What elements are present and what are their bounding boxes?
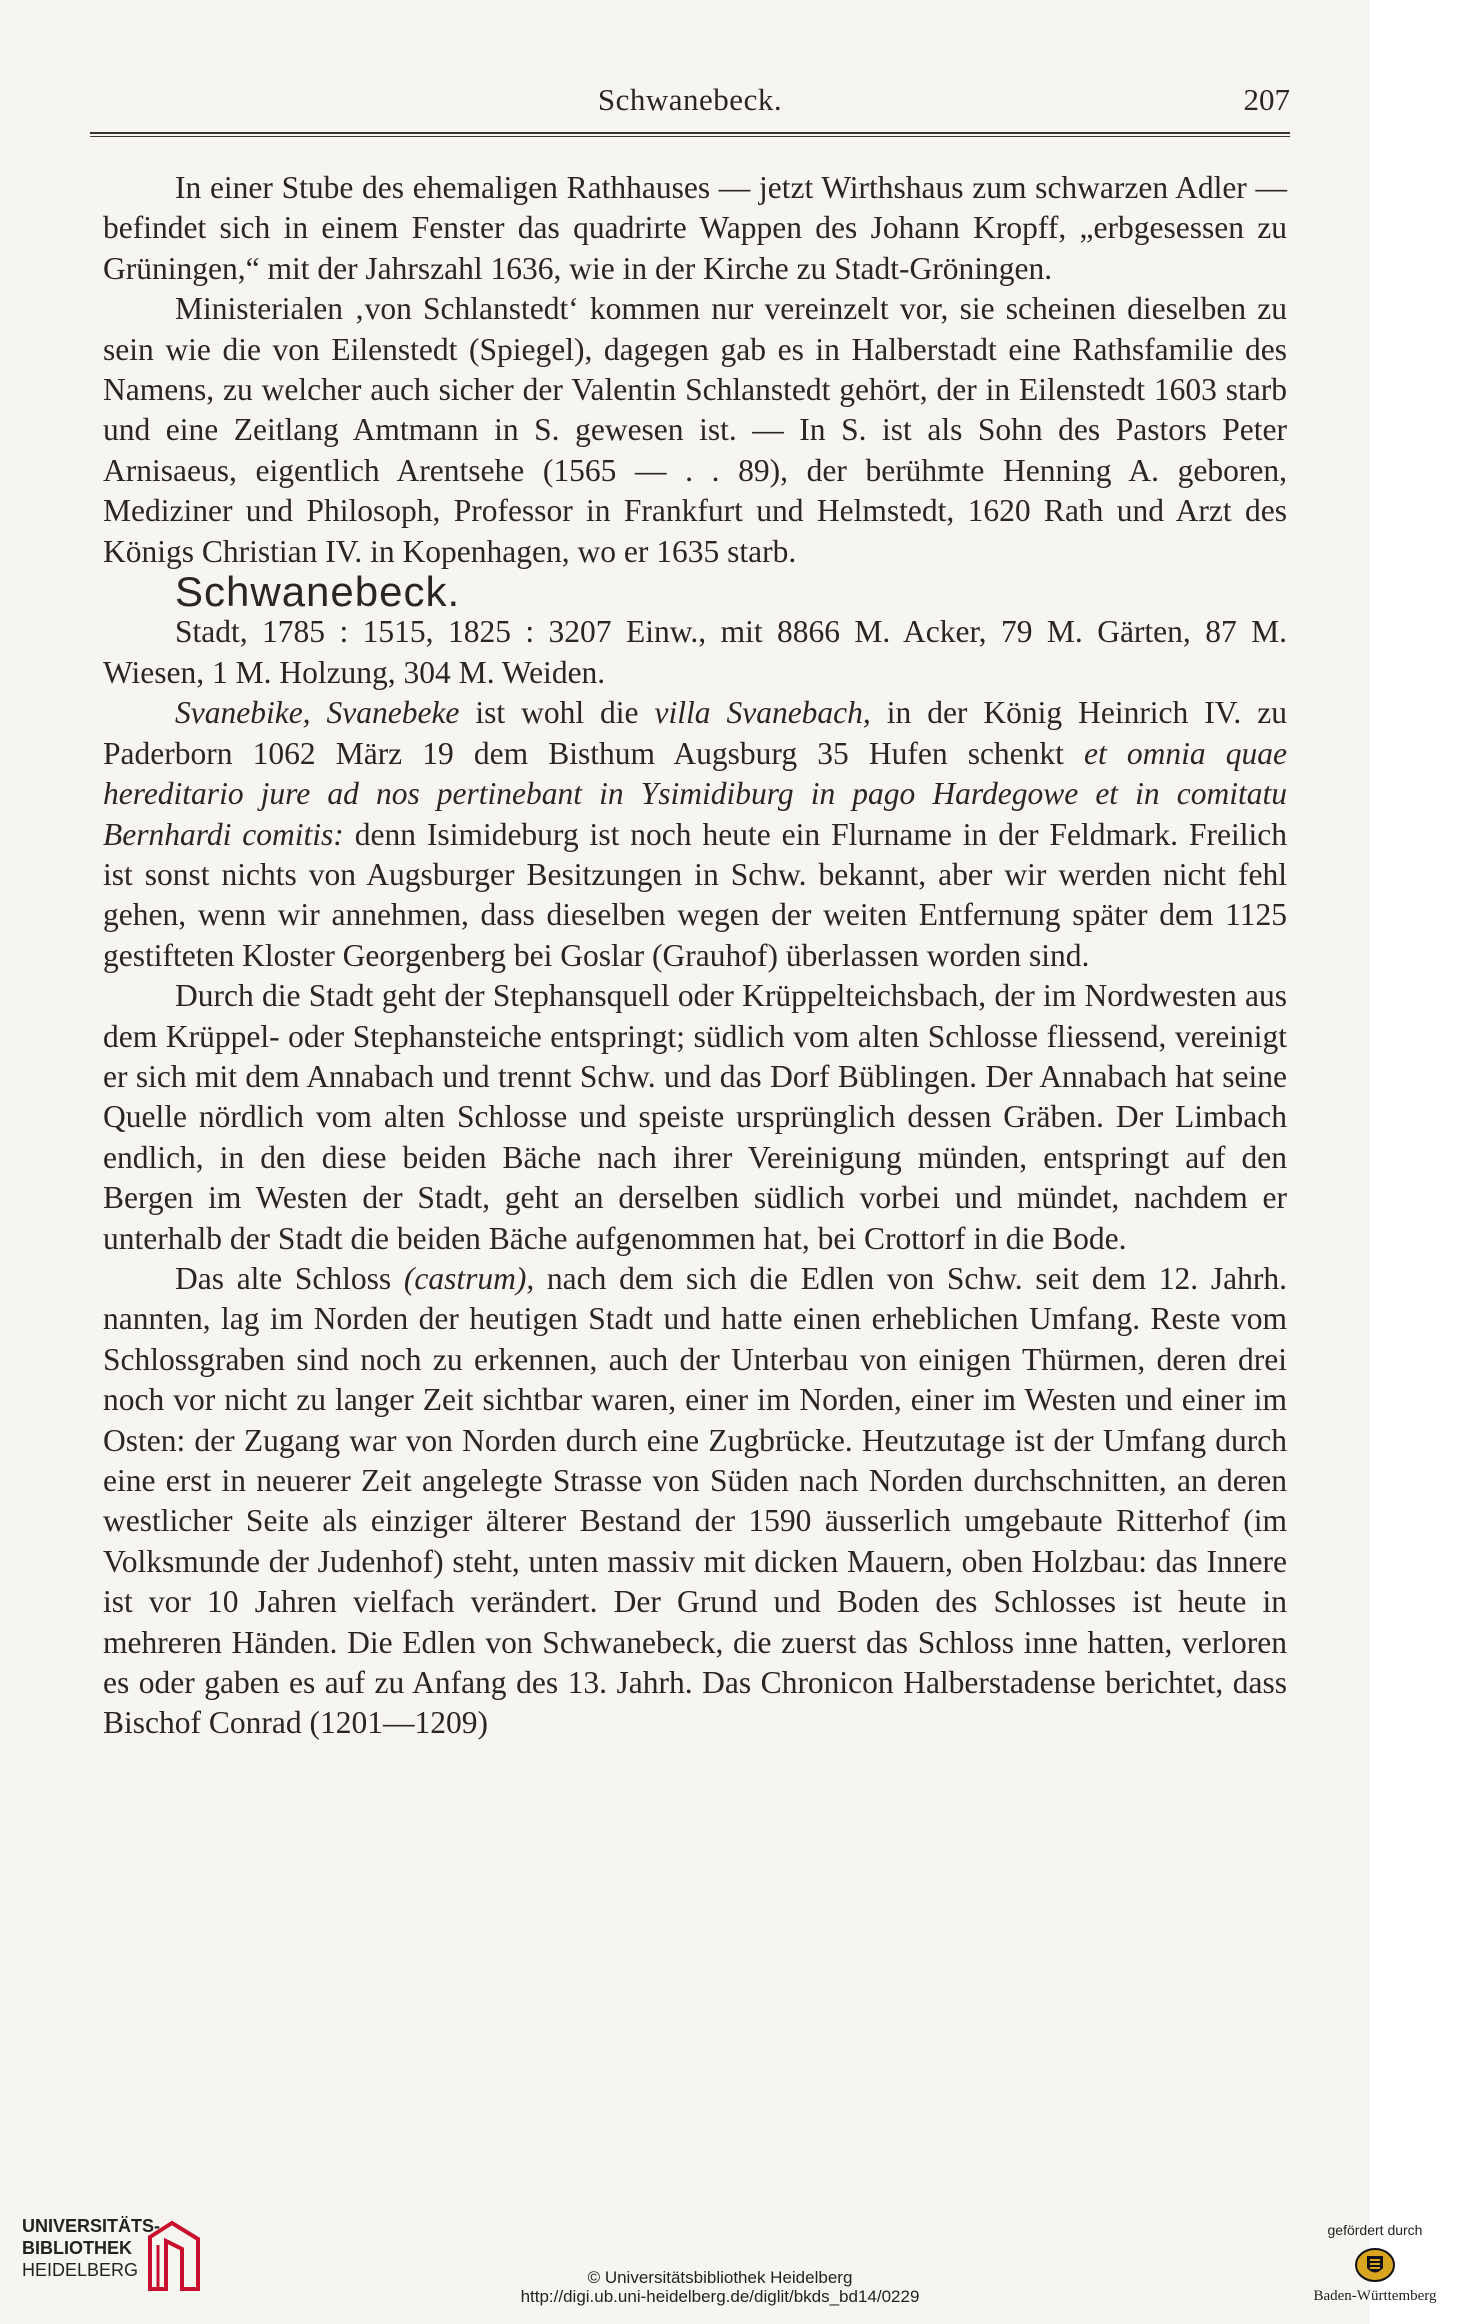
paragraph-stadt-statistics: Stadt, 1785 : 1515, 1825 : 3207 Einw., mit 8866 M. Acker, 79 M. Gärten, 87 M. Wiesen, 1 M. Holzung, 304 M. Weiden. <box>103 614 1287 690</box>
body-text <box>103 168 1287 1744</box>
text-segment: denn Isimideburg ist noch heute ein Flurname in der Feldmark. Freilich ist sonst nichts von Augsburger Besitzungen in Schw. bekannt, aber wir werden nicht fehl gehen, wenn wir annehmen, dass dieselben wegen der weiten Entfernung später dem 1125 gestifteten Kloster Georgenberg bei Goslar (Grauhof) überlassen worden sind. <box>103 816 1287 973</box>
library-name-line1: UNIVERSITÄTS- <box>22 2216 161 2236</box>
italic-latin-quote: et omnia quae hereditario jure ad nos pertinebant in Ysimidiburg in pago Hardegowe et in comitatu Bernhardi comitis: <box>103 735 1288 852</box>
ub-heidelberg-icon <box>142 2219 204 2293</box>
library-name-line3: HEIDELBERG <box>22 2260 139 2280</box>
paragraph-svanebike <box>103 693 1287 976</box>
page-number: 207 <box>1243 82 1290 117</box>
library-name-line2: BIBLIOTHEK <box>22 2238 132 2258</box>
header-rule <box>90 132 1290 137</box>
paragraph-adler: In einer Stube des ehemaligen Rathhauses — jetzt Wirthshaus zum schwarzen Adler — befindet sich in einem Fenster das quadrirte Wappen des Johann Kropff, „erbgesessen zu Grüningen,“ mit der Jahrszahl 1636, wie in der Kirche zu Stadt-Gröningen. <box>103 170 1287 286</box>
paragraph-stephansquell: Durch die Stadt geht der Stephansquell oder Krüppelteichsbach, der im Nordwesten aus dem Krüppel- oder Stephansteiche entspringt; südlich vom alten Schlosse fliessend, vereinigt er sich mit dem Annabach und trennt Schw. und das Dorf Büblingen. Der Annabach hat seine Quelle nördlich vom alten Schlosse und speiste ursprünglich dessen Gräben. Der Limbach endlich, in den diese beiden Bäche nach ihrer Vereinigung münden, entspringt auf den Bergen im Westen der Stadt, geht an derselben südlich vorbei und mündet, nachdem er unterhalb der Stadt die beiden Bäche aufgenommen hat, bei Crottorf in die Bode. <box>103 978 1287 1256</box>
text-segment: ist wohl die <box>459 695 655 731</box>
page-header <box>90 82 1290 132</box>
section-title: Schwanebeck. <box>175 568 461 616</box>
text-segment: Das alte Schloss <box>175 1260 404 1296</box>
paragraph-ministerialen: Ministerialen ‚von Schlanstedt‘ kommen nur vereinzelt vor, sie scheinen dieselben zu sein wie die von Eilenstedt (Spiegel), dagegen gab es in Halberstadt eine Rathsfamilie des Namens, zu welcher auch sicher der Valentin Schlanstedt gehört, der in Eilenstedt 1603 starb und eine Zeitlang Amtmann in S. gewesen ist. — In S. ist als Sohn des Pastors Peter Arnisaeus, eigentlich Arentsehe (1565 — . . 89), der berühmte Henning A. geboren, Mediziner und Philosoph, Professor in Frankfurt und Helmstedt, 1620 Rath und Arzt des Königs Christian IV. in Kopenhagen, wo er 1635 starb. <box>103 291 1287 569</box>
paragraph-schloss <box>103 1259 1287 1744</box>
copyright-text: © Universitätsbibliothek Heidelberg <box>587 2268 853 2287</box>
source-url-link[interactable]: http://digi.ub.uni-heidelberg.de/diglit/bkds_bd14/0229 <box>520 2287 920 2306</box>
italic-villa: villa Svanebach, <box>654 695 871 731</box>
footer-credit <box>420 2268 1020 2306</box>
italic-svanebike: Svanebike, Svanebeke <box>175 695 460 731</box>
funded-by-label: gefördert durch <box>1327 2222 1423 2238</box>
text-segment: in der König Heinrich IV. zu Paderborn 1062 März 19 dem Bisthum Augsburg 35 Hufen schenkt <box>103 695 1287 771</box>
funder-block <box>1290 2222 1460 2317</box>
running-title: Schwanebeck. <box>597 82 783 117</box>
text-segment: nach dem sich die Edlen von Schw. seit dem 12. Jahrh. nannten, lag im Norden der heutigen Stadt und hatte einen erheblichen Umfang. Reste vom Schlossgraben sind noch zu erkennen, auch der Unterbau von einigen Thürmen, deren drei noch vor nicht zu langer Zeit sichtbar waren, einer im Norden, einer im Westen und einer im Osten: der Zugang war von Norden durch eine Zugbrücke. Heutzutage ist der Umfang durch eine erst in neuerer Zeit angelegte Strasse von Süden nach Norden durchschnitten, an deren westlicher Seite als einziger älterer Bestand der 1590 äusserlich umgebaute Ritterhof (im Volksmunde der Judenhof) steht, unten massiv mit dicken Mauern, oben Holzbau: das Innere ist vor 10 Jahren vielfach verändert. Der Grund und Boden des Schlosses ist heute in mehreren Händen. Die Edlen von Schwanebeck, die zuerst das Schloss inne hatten, verloren es oder gaben es auf zu Anfang des 13. Jahrh. Das Chronicon Halberstadense berichtet, dass Bischof Conrad (1201—1209) <box>103 1260 1287 1741</box>
library-logo[interactable] <box>22 2215 222 2295</box>
italic-castrum: (castrum), <box>403 1260 535 1296</box>
baden-wuerttemberg-seal-icon <box>1354 2244 1396 2286</box>
funder-name: Baden-Württemberg <box>1313 2288 1437 2304</box>
